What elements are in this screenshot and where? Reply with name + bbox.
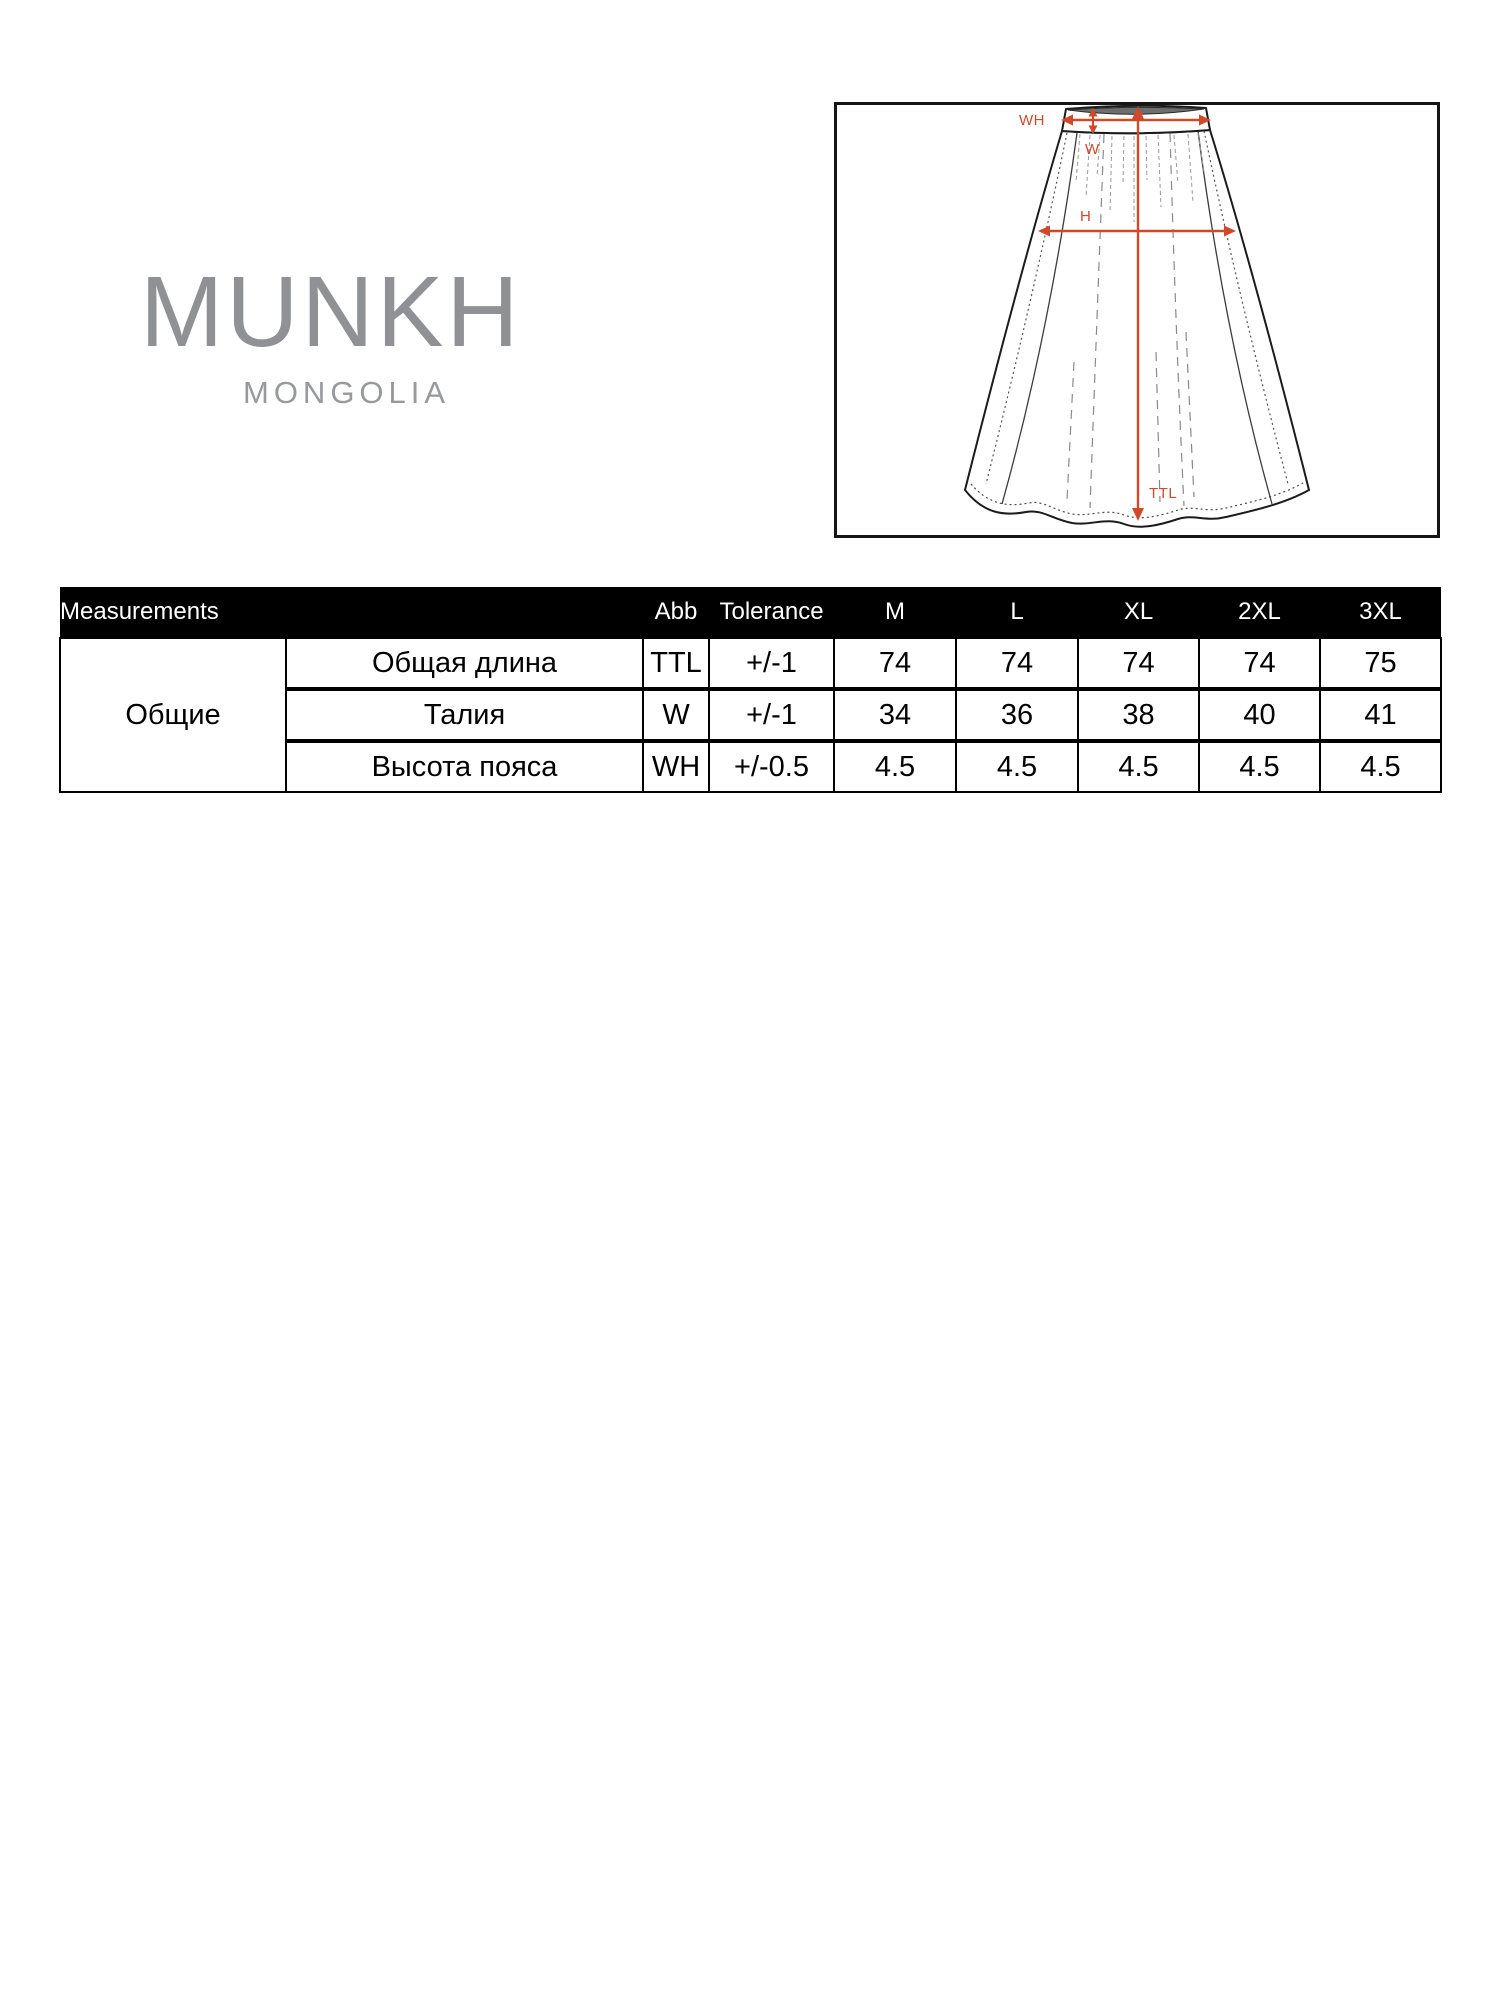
row-tolerance-cell: +/-1	[709, 689, 834, 741]
value-cell: 41	[1320, 689, 1441, 741]
value-cell: 36	[956, 689, 1078, 741]
value-cell: 34	[834, 689, 956, 741]
group-label-cell: Общие	[60, 638, 286, 792]
table-row	[60, 638, 1441, 689]
header-size-m: M	[834, 587, 956, 638]
value-cell: 40	[1199, 689, 1320, 741]
value-cell: 74	[1199, 638, 1320, 689]
value-cell: 74	[834, 638, 956, 689]
value-cell: 75	[1320, 638, 1441, 689]
h-label: H	[1080, 208, 1092, 225]
measurements-table	[59, 587, 1442, 793]
table-header-row	[60, 587, 1441, 638]
brand-name: MUNKH	[140, 256, 522, 368]
value-cell: 74	[956, 638, 1078, 689]
row-abb-cell: TTL	[643, 638, 709, 689]
value-cell: 4.5	[1320, 741, 1441, 792]
row-abb-cell: WH	[643, 741, 709, 792]
wh-label: WH	[1019, 112, 1045, 129]
row-tolerance-cell: +/-1	[709, 638, 834, 689]
value-cell: 4.5	[956, 741, 1078, 792]
header-size-l: L	[956, 587, 1078, 638]
value-cell: 4.5	[1078, 741, 1199, 792]
brand-region: MONGOLIA	[243, 375, 451, 410]
row-name-cell: Талия	[286, 689, 643, 741]
row-name-cell: Общая длина	[286, 638, 643, 689]
header-size-xl: XL	[1078, 587, 1199, 638]
w-label: W	[1085, 141, 1100, 158]
skirt-diagram	[834, 102, 1440, 538]
header-abb: Abb	[643, 587, 709, 638]
row-tolerance-cell: +/-0.5	[709, 741, 834, 792]
header-tolerance: Tolerance	[709, 587, 834, 638]
value-cell: 4.5	[1199, 741, 1320, 792]
value-cell: 38	[1078, 689, 1199, 741]
row-name-cell: Высота пояса	[286, 741, 643, 792]
header-size-2xl: 2XL	[1199, 587, 1320, 638]
ttl-label: TTL	[1149, 485, 1178, 502]
header-measurements: Measurements	[60, 587, 643, 638]
value-cell: 74	[1078, 638, 1199, 689]
header-size-3xl: 3XL	[1320, 587, 1441, 638]
value-cell: 4.5	[834, 741, 956, 792]
row-abb-cell: W	[643, 689, 709, 741]
